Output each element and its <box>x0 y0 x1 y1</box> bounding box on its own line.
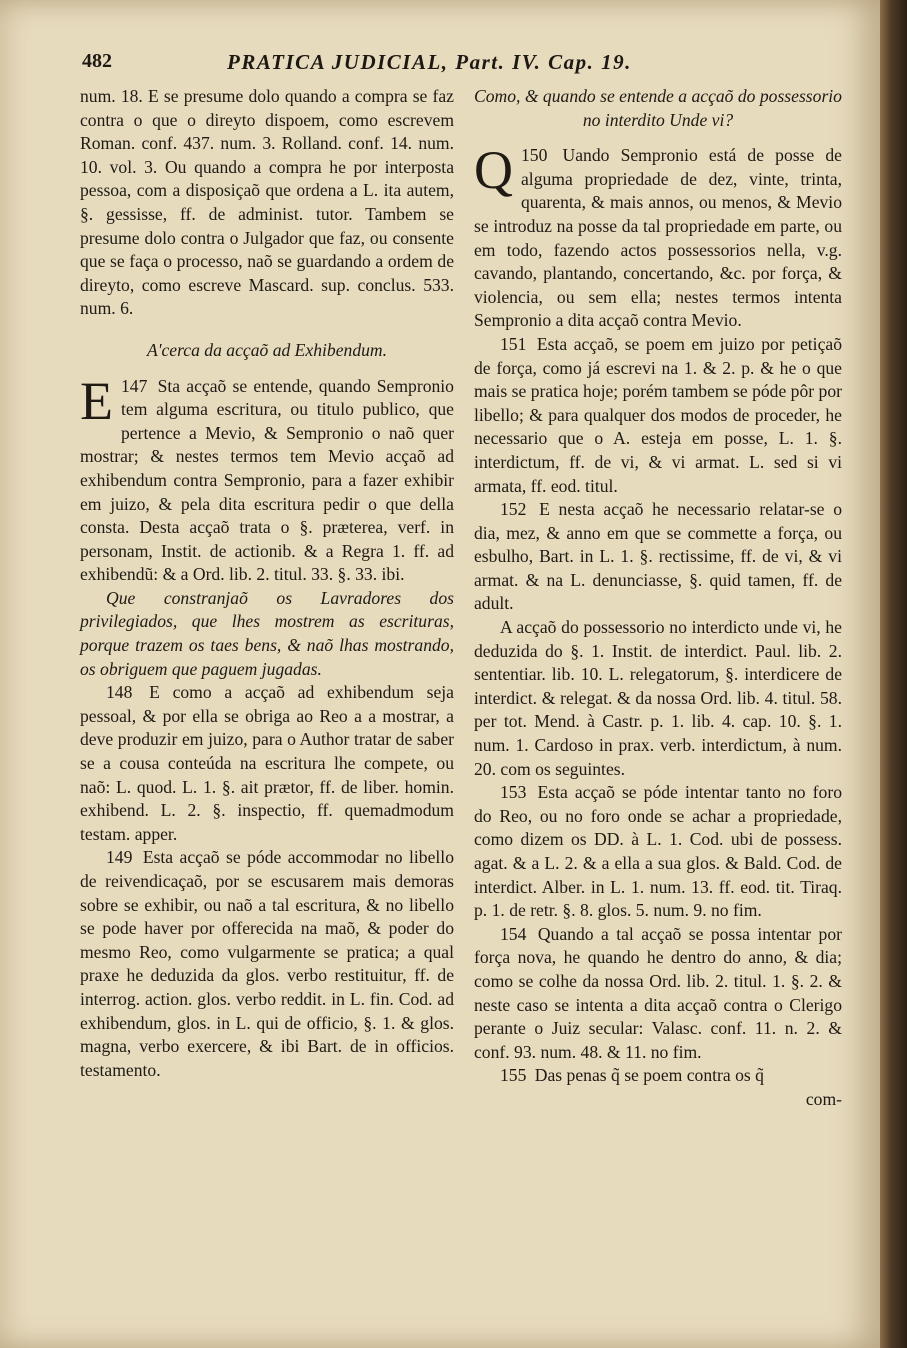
paragraph-155 <box>474 1064 842 1088</box>
paragraph-text: Quando a tal acçaõ se possa intentar por força nova, he quando he dentro do anno, & dia; como se colhe da nossa Ord. lib. 2. titul. 1. §. 2. & neste caso se intenta a dita acçaõ contra o Clerigo perante o Juiz secular: Valasc. conf. 11. n. 2. & conf. 93. num. 48. & 11. no fim. <box>474 923 843 1062</box>
paragraph-number: 155 <box>500 1065 527 1086</box>
paragraph-text: Esta acçaõ se póde intentar tanto no foro do Reo, ou no foro onde se achar a propriedade, como dizem os DD. à L. 1. Cod. ubi de possess. agat. & a L. 2. & a ella a sua glos. & Bald. Cod. de interdict. Alber. in L. 1. num. 13. ff. eod. tit. Tiraq. p. 1. de retr. §. 8. glos. 5. num. 9. no fim. <box>474 782 842 921</box>
drop-cap-letter: Q <box>474 140 513 201</box>
paragraph-number: 150 <box>521 145 548 166</box>
paragraph-text: Uando Sempronio está de posse de alguma propriedade de dez, vinte, trinta, quarenta, & mais annos, ou menos, & Mevio se introduz na posse da tal propriedade em parte, ou em todo, fazendo actos possessorios nella, v.g. cavando, plantando, concertando, &c. por força, & violencia, ou sem ella; nestes termos intenta Sempronio a dita acçaõ contra Mevio. <box>474 145 842 331</box>
section-heading-exhibendum <box>80 339 454 363</box>
paragraph-number: 153 <box>500 782 527 803</box>
page-number: 482 <box>82 50 112 72</box>
paragraph-152-continued: A acçaõ do possessorio no interdicto unde vi, he deduzida do §. 1. Instit. de interdict. Paul. lib. 2. sententiar. lib. 10. L. relegatorum, §. interdicere de interdict. & relegat. & da nossa Ord. lib. 4. titul. 58. per tot. Mend. à Castr. p. 1. lib. 4. cap. 10. §. 1. num. 1. Cardoso in prax. verb. interdictum, à num. 20. com os seguintes. <box>474 617 842 779</box>
paragraph-number: 152 <box>500 499 527 520</box>
paragraph-text: Esta acçaõ, se poem em juizo por petiçaõ de força, como já escrevi na 1. & 2. p. & he o que mais se pratica hoje; porém tambem se póde pôr por libello; & para qualquer dos modos de proceder, he necessario que o A. esteja em posse, L. 1. §. interdictum, ff. de vi, & vi armat. L. sed si vi armata, ff. eod. titul. <box>474 333 842 496</box>
paragraph-text: E nesta acçaõ he necessario relatar-se o dia, mez, & anno em que se commette a força, ou esbulho, Bart. in L. 1. §. rectissime, ff. de vi, & vi armat. & na L. denunciasse, §. quid tamen, ff. de adult. <box>474 499 842 614</box>
page-header <box>82 50 842 80</box>
paragraph-text: Esta acçaõ se póde accommodar no libello de reivendicaçaõ, por se escusarem mais demoras sobre se exhibir, ou naõ a tal escritura, & no libello se pode haver por offerecida na maõ, & poder do mesmo Reo, como vulgarmente se pratica; a qual praxe he deduzida da glos. verbo restituitur, ff. de interrog. action. glos. verbo reddit. in L. fin. Cod. ad exhibendum, glos. in L. qui de officio, §. 1. & glos. magna, verbo exercere, & ibi Bart. de in officios. testamento. <box>80 847 454 1080</box>
paragraph-151 <box>474 333 842 498</box>
paragraph-149 <box>80 846 454 1082</box>
paragraph-text: Das penas q̃ se poem contra os q̃ <box>534 1065 764 1086</box>
quote-text: Que constranjaõ os Lavradores dos privilegiados, que lhes mostrem as escrituras, porque trazem os taes bens, & naõ lhas mostrando, os obriguem que paguem jugadas. <box>80 587 454 679</box>
paragraph-text: E como a acçaõ ad exhibendum seja pessoal, & por ella se obriga ao Reo a a mostrar, a deve produzir em juizo, para o Author tratar de saber se a cousa conteúda na escritura lhe compete, ou naõ: L. quod. L. 1. §. ait prætor, ff. de liber. homin. exhibend. L. 2. §. inspectio, ff. quemadmodum testam. apper. <box>80 682 454 844</box>
section-heading-text: A'cerca da acçaõ ad Exhibendum. <box>146 339 388 360</box>
paragraph-154 <box>474 923 842 1065</box>
intro-paragraph: num. 18. E se presume dolo quando a compra se faz contra o que o direyto dispoem, como escrevem Roman. conf. 437. num. 3. Rolland. conf. 14. num. 10. vol. 3. Ou quando a compra he por interposta pessoa, com a disposiçaõ que ordena a L. ita autem, §. gessisse, ff. de administ. tutor. Tambem se presume dolo contra o Julgador que faz, ou consente que se faça o processo, naõ se guardando a ordem de direyto, como escreve Mascard. sup. conclus. 533. num. 6. <box>80 86 454 319</box>
section-heading-unde-vi <box>474 85 842 132</box>
left-column <box>80 85 454 1082</box>
running-title: PRATICA JUDICIAL, Part. IV. Cap. 19. <box>227 50 632 74</box>
catchword: com- <box>805 1088 842 1109</box>
book-spine-edge <box>880 0 907 1348</box>
paragraph-number: 147 <box>121 375 148 396</box>
paragraph-147 <box>80 370 454 587</box>
section-heading-text: Como, & quando se entende a acçaõ do possessorio no interdito Unde vi? <box>474 86 842 130</box>
paragraph-number: 151 <box>500 333 527 354</box>
paragraph-number: 149 <box>106 847 133 868</box>
paragraph-number: 148 <box>106 682 133 703</box>
paragraph-152 <box>474 498 842 616</box>
paragraph-text: Sta acçaõ se entende, quando Sempronio tem alguma escritura, ou titulo publico, que pertence a Mevio, & Sempronio o naõ quer mostrar; & nestes termos tem Mevio acçaõ ad exhibendum contra Sempronio, para a fazer exhibir em juizo, & pela dita escritura pedir o que della consta. Desta acçaõ trata o §. præterea, verf. in personam, Instit. de actionib. & a Regra 1. ff. ad exhibendũ: & a Ord. lib. 2. titul. 33. §. 33. ibi. <box>80 375 454 585</box>
right-column <box>474 85 842 1112</box>
paragraph-153 <box>474 781 842 923</box>
paragraph-number: 154 <box>500 923 527 944</box>
drop-cap-letter: E <box>80 370 113 431</box>
ordinance-quote <box>80 587 454 681</box>
paragraph-148 <box>80 681 454 846</box>
paragraph-150 <box>474 140 842 333</box>
